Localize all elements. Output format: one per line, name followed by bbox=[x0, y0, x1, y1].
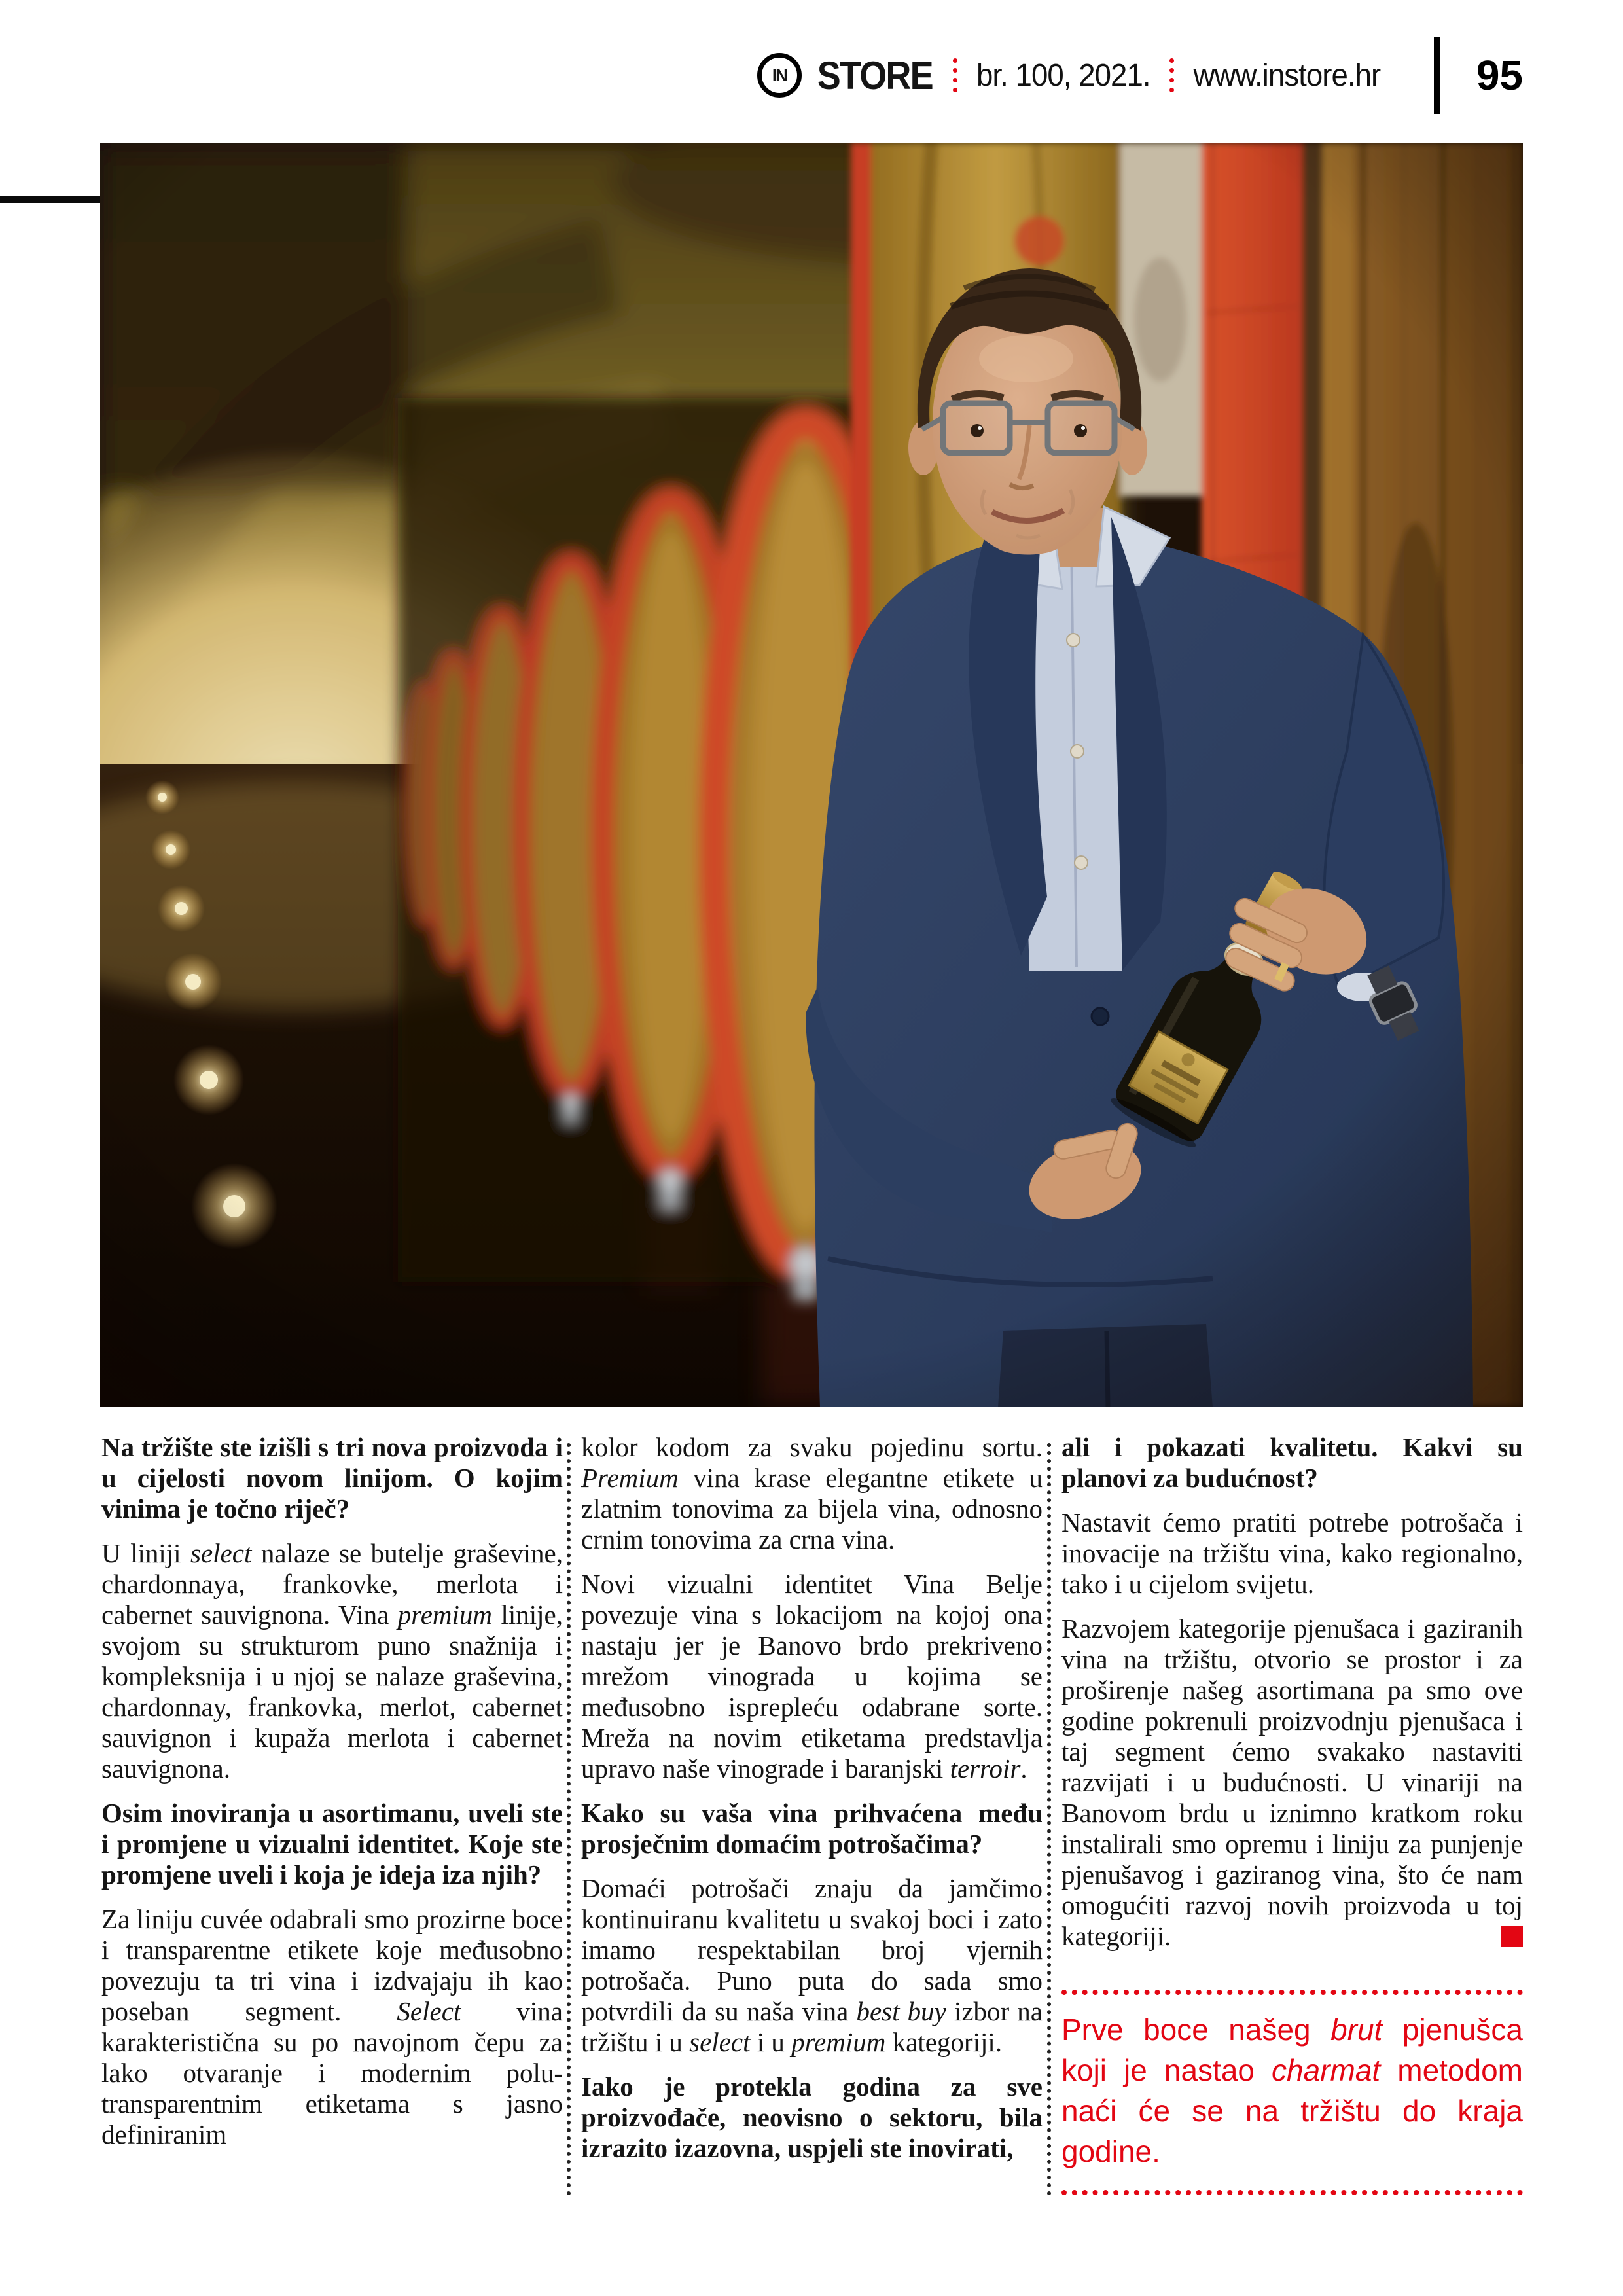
instore-logo-icon bbox=[757, 53, 802, 98]
dotted-separator-icon bbox=[953, 58, 957, 92]
interview-question: Osim inoviranja u asortimanu, uveli ste i promjene u vizualni identitet. Koje ste promjene uveli i koja je ideja iza njih? bbox=[101, 1798, 563, 1890]
interview-answer: Za liniju cuvée odabrali smo prozirne boce i transparentne etikete koje međusobno povezuju ta tri vina i izdvajaju ih kao poseban segment. Select vina karakteristična su po navojnom čepu za lako otvaranje i modernim polu-transparentnim etiketama s jasno definiranim bbox=[101, 1904, 563, 2149]
cellar-photo-illustration bbox=[100, 143, 1523, 1407]
interview-answer: Nastavit ćemo pratiti potrebe potrošača i inovacije na tržištu vina, kako regionalno, tako i u cijelom svijetu. bbox=[1061, 1507, 1523, 1599]
column-divider bbox=[1047, 1443, 1051, 2196]
interview-answer: U liniji select nalaze se butelje graševine, chardonnaya, frankovke, merlota i cabernet sauvignona. Vina premium linije, svojom su strukturom puno snažnija i kompleksnija i u njoj se nalaze graševina, chardonnay, frankovka, merlot, cabernet sauvignon i kupaža merlota i cabernet sauvignona. bbox=[101, 1538, 563, 1784]
pull-quote-text: Prve boce našeg brut pjenušca koji je nastao charmat metodom naći će se na tržištu do kraja godine. bbox=[1061, 2013, 1524, 2168]
interview-question: ali i pokazati kvalitetu. Kakvi su planovi za budućnost? bbox=[1061, 1432, 1523, 1493]
interview-answer: Novi vizualni identitet Vina Belje povezuje vina s lokacijom na kojoj ona nastaju jer je Banovo brdo prekriveno mrežom vinograda u kojima se međusobno isprepleću odabrane sorte. Mreža na novim etiketama predstavlja upravo naše vinograde i baranjski terroir. bbox=[581, 1569, 1043, 1784]
interview-question: Iako je protekla godina za sve proizvođače, neovisno o sektoru, bila izrazito izazovna, uspjeli ste inovirati, bbox=[581, 2072, 1043, 2163]
column-divider bbox=[567, 1443, 571, 2196]
logo-mark: IN bbox=[772, 65, 787, 85]
interview-answer: Domaći potrošači znaju da jamčimo kontinuiranu kvalitetu u svakoj boci i zato imamo respektabilan broj vjernih potrošača. Puno puta do sada smo potvrdili da su naša vina best buy izbor na tržištu i u select i u premium kategoriji. bbox=[581, 1873, 1043, 2057]
cellar-photo bbox=[100, 143, 1523, 1407]
page-number: 95 bbox=[1476, 52, 1523, 99]
answer-text: Razvojem kategorije pjenušaca i gaziranih vina na tržištu, otvorio se prostor i za proširenje našeg asortimana pa smo ove godine pokrenuli proizvodnju pjenušaca i taj segment ćemo svakako nastaviti razvijati i u budućnosti. U vinariji na Banovom brdu u iznimno kratkom roku instalirali smo opremu i liniju za punjenje pjenušavog i gaziranog vina, što će nam omogućiti razvoj novih proizvoda u toj kategoriji. bbox=[1061, 1613, 1523, 1951]
page-header bbox=[757, 37, 1523, 114]
article-column-2 bbox=[581, 1432, 1043, 2204]
interview-question: Kako su vaša vina prihvaćena među prosječnim domaćim potrošačima? bbox=[581, 1798, 1043, 1859]
magazine-title: STORE bbox=[817, 53, 933, 98]
article-column-1 bbox=[101, 1432, 563, 2204]
issue-number: br. 100, 2021. bbox=[976, 58, 1151, 93]
dotted-separator-icon bbox=[1169, 58, 1174, 92]
header-divider bbox=[1434, 37, 1440, 114]
article-end-mark bbox=[1501, 1926, 1523, 1947]
website-url: www.instore.hr bbox=[1193, 58, 1381, 93]
interview-question: Na tržište ste izišli s tri nova proizvoda i u cijelosti novom linijom. O kojim vinima je točno riječ? bbox=[101, 1432, 563, 1524]
interview-answer bbox=[1061, 1613, 1523, 1952]
margin-tick bbox=[0, 196, 100, 203]
pull-quote bbox=[1061, 1990, 1523, 2195]
interview-answer: kolor kodom za svaku pojedinu sortu. Premium vina krase elegantne etikete u zlatnim tonovima za bijela vina, odnosno crnim tonovima za crna vina. bbox=[581, 1432, 1043, 1554]
